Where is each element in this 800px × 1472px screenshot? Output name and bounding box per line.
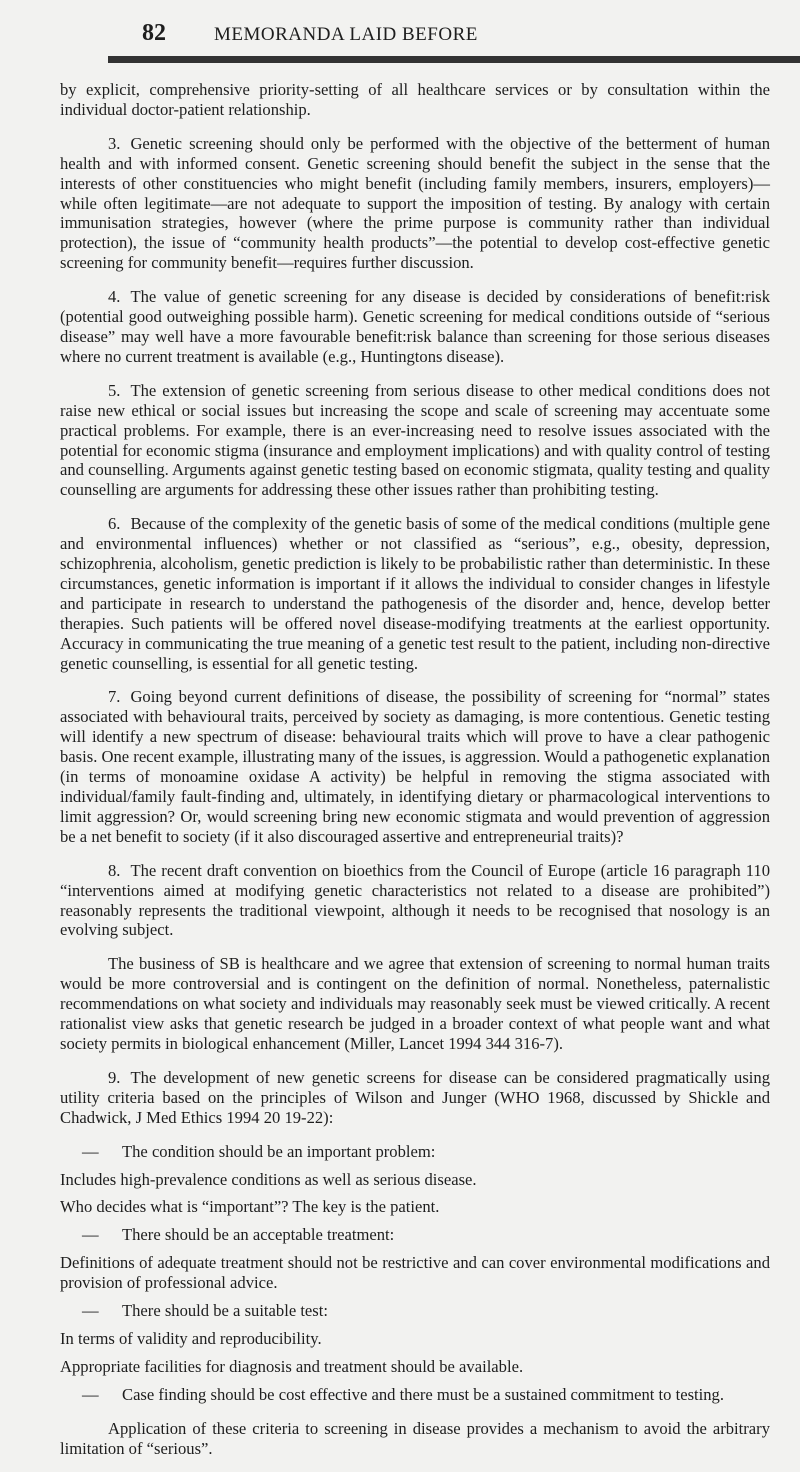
paragraph-3: [60, 134, 770, 273]
paragraph-text: by explicit, comprehensive priority-setting of all healthcare services or by consultation within the individual doctor-patient relationship.: [60, 80, 770, 119]
paragraph-text: Genetic screening should only be performed with the objective of the betterment of human health and with informed consent. Genetic screening should benefit the subject in the sense that the interests of other constituencies who might benefit (including family members, insurers, employers)—while often legitimate—are not adequate to support the imposition of testing. By analogy with certain immunisation strategies, however (where the prime purpose is community rather than individual protection), the issue of “community health products”—the potential to develop cost-effective genetic screening for community benefit—requires further discussion.: [60, 133, 770, 273]
paragraph-9: [60, 1068, 770, 1128]
paragraph-6: [60, 514, 770, 673]
criteria-text: The condition should be an important problem:: [122, 1141, 436, 1161]
paragraph-number: 4.: [108, 287, 121, 307]
paragraph-number: 6.: [108, 514, 121, 534]
criteria-text: There should be a suitable test:: [122, 1301, 328, 1321]
dash-marker: —: [82, 1225, 99, 1245]
page-number: 82: [142, 20, 166, 46]
paragraph-7: [60, 687, 770, 846]
criteria-item: [60, 1225, 770, 1245]
paragraph-text: Because of the complexity of the genetic basis of some of the medical conditions (multiple gene and environmental influences) whether or not classified as “serious”, e.g., obesity, depression, schizophrenia, alcoholism, genetic prediction is likely to be probabilistic rather than deterministic. In these circumstances, genetic information is important if it allows the individual to consider changes in lifestyle and participate in research to understand the pathogenesis of the disorder and, hence, develop better therapies. Such patients will be offered novel disease-modifying treatments at the earliest opportunity. Accuracy in communicating the true meaning of a genetic test result to the patient, including non-directive genetic counselling, is essential for all genetic testing.: [60, 514, 770, 673]
criteria-item: [60, 1301, 770, 1321]
criteria-item: [60, 1142, 770, 1162]
paragraph-text: The value of genetic screening for any disease is decided by considerations of benefit:risk (potential good outweighing possible harm). Genetic screening for medical conditions outside of “serious disease” may well have a more favourable benefit:risk balance than screening for those serious diseases where no current treatment is available (e.g., Huntingtons disease).: [60, 287, 770, 366]
criteria-subitem: Appropriate facilities for diagnosis and treatment should be available.: [60, 1356, 524, 1376]
closing-paragraph: Application of these criteria to screening in disease provides a mechanism to avoid the arbitrary limitation of “serious”.: [60, 1418, 770, 1458]
criteria-subitem: Definitions of adequate treatment should not be restrictive and can cover environmental modifications and provision of professional advice.: [60, 1253, 770, 1293]
criteria-text: There should be an acceptable treatment:: [122, 1225, 395, 1245]
dash-marker: —: [82, 1384, 99, 1404]
paragraph-sb: The business of SB is healthcare and we agree that extension of screening to normal human traits would be more controversial and is contingent on the definition of normal. Nonetheless, paternalistic recommendations on what society and individuals may reasonably seek must be viewed critically. A recent rationalist view asks that genetic research be judged in a broader context of what people want and what society permits in biological enhancement (Miller, Lancet 1994 344 316-7).: [60, 954, 770, 1053]
paragraph-number: 9.: [108, 1067, 121, 1087]
paragraph-5: [60, 381, 770, 500]
dash-marker: —: [82, 1141, 99, 1161]
paragraph-number: 5.: [108, 380, 121, 400]
header-rule: [108, 56, 800, 63]
paragraph-continuation: [60, 80, 770, 120]
page-header: [0, 0, 800, 72]
paragraph-text: The recent draft convention on bioethics from the Council of Europe (article 16 paragraph 110 “interventions aimed at modifying genetic characteristics not related to a disease are prohibited”) reasonably represents the traditional viewpoint, although it needs to be recognised that nosology is an evolving subject.: [60, 860, 770, 940]
paragraph-text: The development of new genetic screens for disease can be considered pragmatically using utility criteria based on the principles of Wilson and Junger (WHO 1968, discussed by Shickle and Chadwick, J Med Ethics 1994 20 19-22):: [60, 1067, 770, 1127]
paragraph-number: 3.: [108, 133, 121, 153]
criteria-subitem: Who decides what is “important”? The key is the patient.: [60, 1197, 440, 1217]
document-body: [60, 80, 770, 1472]
dash-marker: —: [82, 1301, 99, 1321]
paragraph-8: [60, 861, 770, 941]
criteria-item: [60, 1385, 770, 1405]
paragraph-number: 8.: [108, 860, 121, 880]
criteria-text: Case finding should be cost effective and there must be a sustained commitment to testing.: [122, 1384, 725, 1404]
criteria-list: [60, 1142, 770, 1405]
criteria-subitem: In terms of validity and reproducibility.: [60, 1328, 322, 1348]
running-head: MEMORANDA LAID BEFORE: [214, 24, 478, 45]
paragraph-number: 7.: [108, 687, 121, 707]
paragraph-text: Going beyond current definitions of disease, the possibility of screening for “normal” states associated with behavioural traits, perceived by society as damaging, is more contentious. Genetic testing will identify a new spectrum of disease: behavioural traits which will prove to have a clear pathogenic basis. One recent example, illustrating many of the issues, is aggression. Would a pathogenetic explanation (in terms of monoamine oxidase A activity) be helpful in removing the stigma associated with individual/family fault-finding and, ultimately, in identifying dietary or pharmacological interventions to limit aggression? Or, would screening bring new economic stigmata and would prevention of aggression be a net benefit to society (if it also discouraged assertive and entrepreneurial traits)?: [60, 687, 770, 846]
criteria-subitem: Includes high-prevalence conditions as well as serious disease.: [60, 1169, 477, 1189]
paragraph-text: The extension of genetic screening from serious disease to other medical conditions does not raise new ethical or social issues but increasing the scope and scale of screening may accentuate some practical problems. For example, there is an ever-increasing need to resolve issues associated with the potential for economic stigma (insurance and employment implications) and with quality control of testing and counselling. Arguments against genetic testing based on economic stigmata, quality testing and quality counselling are arguments for addressing these other issues rather than prohibiting testing.: [60, 380, 770, 500]
paragraph-4: [60, 287, 770, 367]
